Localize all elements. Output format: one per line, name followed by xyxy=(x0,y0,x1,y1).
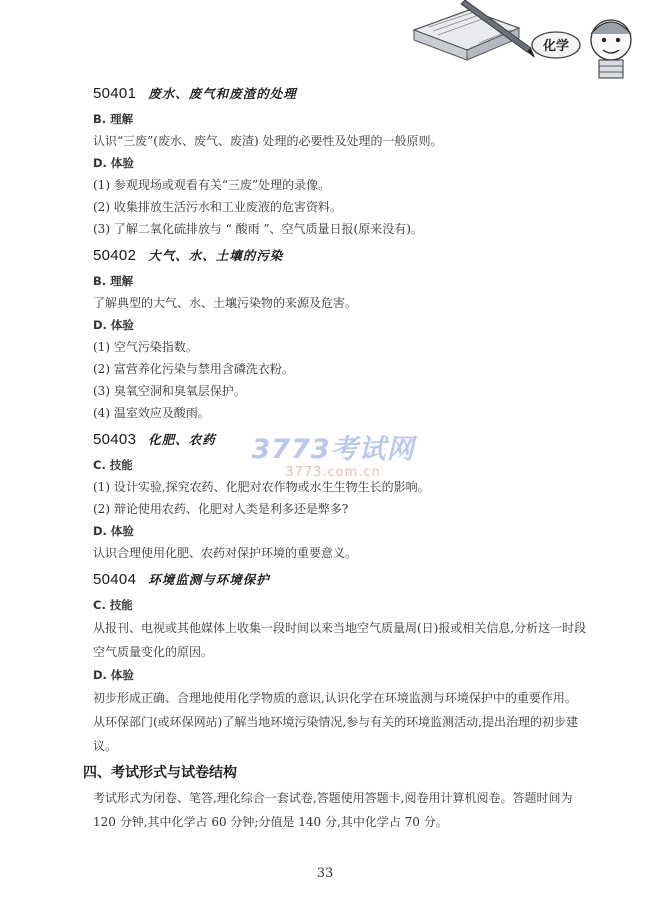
part-heading: 四、考试形式与试卷结构 xyxy=(83,765,237,781)
category-label: D. 体验 xyxy=(93,156,134,170)
body-paragraph: 从报刊、电视或其他媒体上收集一段时间以来当地空气质量周(日)报或相关信息,分析这一时段空气质量变化的原因。 xyxy=(93,621,587,659)
section-code: 50402 xyxy=(93,247,137,264)
list-item: (4) 温室效应及酸雨。 xyxy=(93,406,210,420)
body-text: 认识“三废”(废水、废气、废渣) 处理的必要性及处理的一般原则。 xyxy=(93,134,443,148)
header-decoration xyxy=(399,0,644,80)
category-label: D. 体验 xyxy=(93,318,134,332)
section-title: 环境监测与环境保护 xyxy=(148,572,270,587)
section-heading-50402 xyxy=(93,246,598,270)
subject-badge xyxy=(532,32,580,58)
cartoon-student-icon xyxy=(591,20,631,78)
watermark-url: 3773.com.cn xyxy=(285,465,381,480)
category-label: D. 体验 xyxy=(93,668,134,682)
list-item: (2) 富营养化污染与禁用含磷洗衣粉。 xyxy=(93,362,294,376)
category-label: C. 技能 xyxy=(93,598,133,612)
body-paragraph: 考试形式为闭卷、笔答,理化综合一套试卷,答题使用答题卡,阅卷用计算机阅卷。答题时间为 120 分钟,其中化学占 60 分钟;分值是 140 分,其中化学占 70 分。 xyxy=(93,791,573,829)
section-title: 大气、水、土壤的污染 xyxy=(148,248,284,263)
body-text: 认识合理使用化肥、农药对保护环境的重要意义。 xyxy=(93,546,358,560)
watermark-title: 3773考试网 xyxy=(251,434,415,465)
section-title: 废水、废气和废渣的处理 xyxy=(148,86,297,101)
category-label: B. 理解 xyxy=(93,112,134,126)
list-item: (2) 收集排放生活污水和工业废液的危害资料。 xyxy=(93,200,342,214)
section-heading-50404 xyxy=(93,570,598,594)
list-item: (1) 设计实验,探究农药、化肥对农作物或水生生物生长的影响。 xyxy=(93,480,430,494)
section-title: 化肥、农药 xyxy=(148,432,216,447)
list-item: (1) 空气污染指数。 xyxy=(93,340,198,354)
site-watermark xyxy=(248,435,418,495)
list-item: (2) 辩论使用农药、化肥对人类是利多还是弊多? xyxy=(93,502,349,516)
section-code: 50404 xyxy=(93,571,137,588)
badge-label: 化学 xyxy=(542,39,570,54)
list-item: (3) 臭氧空洞和臭氧层保护。 xyxy=(93,384,246,398)
body-text: 了解典型的大气、水、土壤污染物的来源及危害。 xyxy=(93,296,358,310)
section-heading-50401 xyxy=(93,84,598,108)
category-label: D. 体验 xyxy=(93,524,134,538)
list-item: (3) 了解二氧化硫排放与 “ 酸雨 ”、空气质量日报(原来没有)。 xyxy=(93,222,423,236)
category-label: C. 技能 xyxy=(93,458,133,472)
body-paragraph: 从环保部门(或环保网站)了解当地环境污染情况,参与有关的环境监测活动,提出治理的初步建议。 xyxy=(93,715,578,753)
body-paragraph: 初步形成正确、合理地使用化学物质的意识,认识化学在环境监测与环境保护中的重要作用。 xyxy=(93,691,577,705)
section-code: 50401 xyxy=(93,85,137,102)
section-code: 50403 xyxy=(93,431,137,448)
page-number: 33 xyxy=(316,866,334,881)
category-label: B. 理解 xyxy=(93,274,134,288)
list-item: (1) 参观现场或观看有关“三废”处理的录像。 xyxy=(93,178,331,192)
